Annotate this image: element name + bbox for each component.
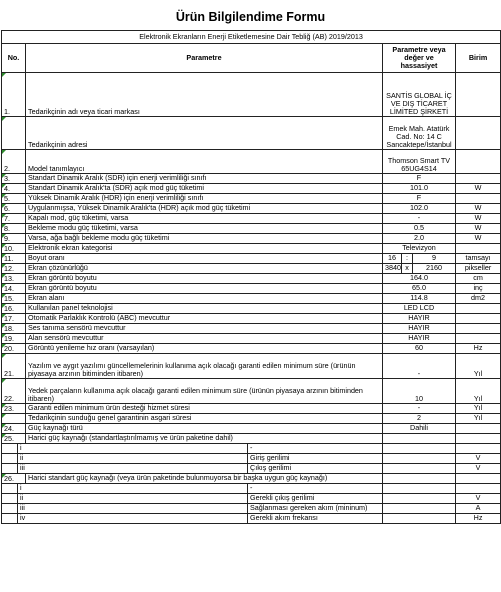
table-row — [2, 434, 501, 444]
row-parameter: Yazılım ve aygıt yazılımı güncellemelerinin kullanıma açık olacağı garanti edilen minimum süre (ürünün piyasaya arzının bitiminden itibaren) — [26, 354, 383, 379]
sub-row — [2, 454, 501, 464]
table-row — [2, 424, 501, 434]
table-row — [2, 214, 501, 224]
sub-row-value — [383, 504, 456, 514]
table-row — [2, 284, 501, 294]
sub-row-value — [383, 494, 456, 504]
table-row — [2, 344, 501, 354]
sub-row-unit — [456, 444, 501, 454]
row-value: 2.0 — [383, 234, 456, 244]
row-number: 18. — [2, 324, 26, 334]
row-value: 101.0 — [383, 184, 456, 194]
row-value: Emek Mah. Atatürk Cad. No: 14 C Sancaktepe/İstanbul — [383, 117, 456, 150]
row-value: Dahili — [383, 424, 456, 434]
row-unit — [456, 314, 501, 324]
row-number: 20. — [2, 344, 26, 354]
row-parameter: Elektronik ekran kategorisi — [26, 244, 383, 254]
sub-row-roman: i — [18, 484, 248, 494]
row-number: 25. — [2, 434, 26, 444]
row-number: 1. — [2, 73, 26, 117]
row-unit: Yıl — [456, 379, 501, 404]
table-row — [2, 414, 501, 424]
row-parameter: Model tanımlayıcı — [26, 150, 383, 174]
sub-row-value — [383, 444, 456, 454]
row-parameter: Kapalı mod, güç tüketimi, varsa — [26, 214, 383, 224]
row-value — [383, 434, 456, 444]
row-number: 19. — [2, 334, 26, 344]
row-unit — [456, 474, 501, 484]
row-unit — [456, 194, 501, 204]
table-row — [2, 274, 501, 284]
row-value: 65.0 — [383, 284, 456, 294]
sub-row — [2, 444, 501, 454]
row-value — [383, 474, 456, 484]
row-value: F — [383, 194, 456, 204]
sub-row-unit: V — [456, 464, 501, 474]
table-row — [2, 304, 501, 314]
header-value: Parametre veya değer ve hassasiyet — [383, 44, 456, 73]
table-row — [2, 224, 501, 234]
row-number: 2. — [2, 150, 26, 174]
row-parameter: Garanti edilen minimum ürün desteği hizmet süresi — [26, 404, 383, 414]
sub-row-roman: iii — [18, 464, 248, 474]
table-row — [2, 354, 501, 379]
sub-row — [2, 514, 501, 524]
row-number: 12. — [2, 264, 26, 274]
row-unit — [456, 304, 501, 314]
row-parameter: Harici standart güç kaynağı (veya ürün paketinde bulunmuyorsa bir başka uygun güç kaynağı) — [26, 474, 383, 484]
row-parameter: Ekran alanı — [26, 294, 383, 304]
row-value-part-2: 9 — [413, 254, 456, 264]
table-row — [2, 379, 501, 404]
row-unit — [456, 174, 501, 184]
row-unit: pikseller — [456, 264, 501, 274]
row-unit: W — [456, 184, 501, 194]
row-number: 26. — [2, 474, 26, 484]
header-unit: Birim — [456, 44, 501, 73]
sub-row-spacer — [2, 494, 18, 504]
sub-row-label: Giriş gerilimi — [248, 454, 383, 464]
row-number: 16. — [2, 304, 26, 314]
row-number: 7. — [2, 214, 26, 224]
row-parameter: Harici güç kaynağı (standartlaştırılmamış ve ürün paketine dahil) — [26, 434, 383, 444]
row-number: 3. — [2, 174, 26, 184]
sub-row-value — [383, 454, 456, 464]
row-unit: Hz — [456, 344, 501, 354]
table-row — [2, 184, 501, 194]
table-row — [2, 474, 501, 484]
row-value-separator: x — [402, 264, 413, 274]
row-value-part-2: 2160 — [413, 264, 456, 274]
row-number: 17. — [2, 314, 26, 324]
row-unit: Yıl — [456, 414, 501, 424]
sub-row-unit: A — [456, 504, 501, 514]
table-row — [2, 73, 501, 117]
table-row — [2, 264, 501, 274]
row-value: HAYIR — [383, 334, 456, 344]
sub-row — [2, 494, 501, 504]
row-number: 15. — [2, 294, 26, 304]
sub-row-value — [383, 514, 456, 524]
row-unit — [456, 434, 501, 444]
row-value: Thomson Smart TV 65UG4S14 — [383, 150, 456, 174]
sub-row — [2, 484, 501, 494]
row-unit: dm2 — [456, 294, 501, 304]
row-unit — [456, 424, 501, 434]
row-number: 22. — [2, 379, 26, 404]
header-no: No. — [2, 44, 26, 73]
header-param: Parametre — [26, 44, 383, 73]
sub-row-spacer — [2, 514, 18, 524]
row-unit — [456, 324, 501, 334]
row-parameter: Görüntü yenileme hız oranı (varsayılan) — [26, 344, 383, 354]
row-value: 2 — [383, 414, 456, 424]
sub-row-spacer — [2, 454, 18, 464]
row-parameter: Tedarikçinin adı veya ticari markası — [26, 73, 383, 117]
row-parameter: Boyut oranı — [26, 254, 383, 264]
sub-row — [2, 504, 501, 514]
row-parameter: Yüksek Dinamik Aralık (HDR) için enerji verimliliği sınıfı — [26, 194, 383, 204]
form-title: Ürün Bilgilendime Formu — [175, 10, 326, 24]
row-number: 21. — [2, 354, 26, 379]
row-value: - — [383, 354, 456, 379]
sub-row-spacer — [2, 504, 18, 514]
row-value: - — [383, 214, 456, 224]
table-row — [2, 334, 501, 344]
row-number — [2, 117, 26, 150]
row-value: 0.5 — [383, 224, 456, 234]
sub-row-roman: ii — [18, 494, 248, 504]
row-parameter: Ekran görüntü boyutu — [26, 284, 383, 294]
row-unit: Yıl — [456, 404, 501, 414]
row-unit — [456, 244, 501, 254]
table-row — [2, 204, 501, 214]
row-parameter: Güç kaynağı türü — [26, 424, 383, 434]
row-unit: Yıl — [456, 354, 501, 379]
table-row — [2, 404, 501, 414]
row-parameter: Tedarikçinin sunduğu genel garantinin asgari süresi — [26, 414, 383, 424]
sub-row-spacer — [2, 464, 18, 474]
row-number: 11. — [2, 254, 26, 264]
row-value: - — [383, 404, 456, 414]
row-parameter: Ekran çözünürlüğü — [26, 264, 383, 274]
sub-row-spacer — [2, 444, 18, 454]
row-number: 14. — [2, 284, 26, 294]
table-row — [2, 324, 501, 334]
sub-row-value — [383, 464, 456, 474]
table-row — [2, 150, 501, 174]
product-info-table — [1, 30, 501, 524]
row-parameter: Ses tanıma sensörü mevcuttur — [26, 324, 383, 334]
row-value: 102.0 — [383, 204, 456, 214]
row-value: 164.0 — [383, 274, 456, 284]
row-number: 5. — [2, 194, 26, 204]
table-row — [2, 244, 501, 254]
row-unit: cm — [456, 274, 501, 284]
row-value: 114.8 — [383, 294, 456, 304]
regulation-title: Elektronik Ekranların Enerji Etiketlemesine Dair Tebliğ (AB) 2019/2013 — [2, 31, 501, 44]
row-parameter: Ekran görüntü boyutu — [26, 274, 383, 284]
row-number: 13. — [2, 274, 26, 284]
sub-row-label: Gerekli çıkış gerilimi — [248, 494, 383, 504]
regulation-row — [2, 31, 501, 44]
row-value: 60 — [383, 344, 456, 354]
row-parameter: Bekleme modu güç tüketimi, varsa — [26, 224, 383, 234]
row-number: 10. — [2, 244, 26, 254]
sub-row-unit: V — [456, 494, 501, 504]
sub-row-unit — [456, 484, 501, 494]
sub-row-label: Çıkış gerilimi — [248, 464, 383, 474]
row-value: Televizyon — [383, 244, 456, 254]
sub-row-label: - — [248, 444, 383, 454]
sub-row-roman: iii — [18, 504, 248, 514]
row-parameter: Otomatik Parlaklık Kontrolü (ABC) mevcuttur — [26, 314, 383, 324]
row-unit: W — [456, 234, 501, 244]
row-unit: W — [456, 214, 501, 224]
sub-row-unit: V — [456, 454, 501, 464]
row-unit — [456, 117, 501, 150]
row-value: LED LCD — [383, 304, 456, 314]
sub-row-roman: i — [18, 444, 248, 454]
row-parameter: Standart Dinamik Aralık (SDR) için enerji verimliliği sınıfı — [26, 174, 383, 184]
row-value-part-1: 16 — [383, 254, 402, 264]
row-parameter: Alan sensörü mevcuttur — [26, 334, 383, 344]
row-parameter: Tedarikçinin adresi — [26, 117, 383, 150]
row-value: HAYIR — [383, 324, 456, 334]
row-value: F — [383, 174, 456, 184]
row-parameter: Kullanılan panel teknolojisi — [26, 304, 383, 314]
row-number: 9. — [2, 234, 26, 244]
row-value: HAYIR — [383, 314, 456, 324]
sub-row-spacer — [2, 484, 18, 494]
sub-row-roman: iv — [18, 514, 248, 524]
sub-row-value — [383, 484, 456, 494]
row-number: 4. — [2, 184, 26, 194]
sub-row-roman: ii — [18, 454, 248, 464]
row-unit: W — [456, 204, 501, 214]
row-unit: tamsayı — [456, 254, 501, 264]
row-number: 6. — [2, 204, 26, 214]
row-parameter: Standart Dinamik Aralık'ta (SDR) açık mod güç tüketimi — [26, 184, 383, 194]
table-row — [2, 174, 501, 184]
table-row — [2, 117, 501, 150]
sub-row-unit: Hz — [456, 514, 501, 524]
sub-row-label: Gerekli akım frekansı — [248, 514, 383, 524]
row-unit: inç — [456, 284, 501, 294]
table-row — [2, 294, 501, 304]
row-unit — [456, 150, 501, 174]
sub-row — [2, 464, 501, 474]
row-number — [2, 414, 26, 424]
table-row — [2, 254, 501, 264]
row-unit: W — [456, 224, 501, 234]
row-value-separator: : — [402, 254, 413, 264]
header-row — [2, 44, 501, 73]
row-number: 24. — [2, 424, 26, 434]
table-row — [2, 314, 501, 324]
table-row — [2, 194, 501, 204]
row-parameter: Yedek parçaların kullanıma açık olacağı garanti edilen minimum süre (ürünün piyasaya arzının bitiminden itibaren) — [26, 379, 383, 404]
sub-row-label: Sağlanması gereken akım (mininum) — [248, 504, 383, 514]
row-value: 10 — [383, 379, 456, 404]
row-unit — [456, 334, 501, 344]
row-value: SANTİS GLOBAL İÇ VE DIŞ TİCARET LİMİTED ŞİRKETİ — [383, 73, 456, 117]
row-number: 23. — [2, 404, 26, 414]
row-unit — [456, 73, 501, 117]
row-parameter: Varsa, ağa bağlı bekleme modu güç tüketimi — [26, 234, 383, 244]
row-number: 8. — [2, 224, 26, 234]
table-row — [2, 234, 501, 244]
row-parameter: Uygulanmışsa, Yüksek Dinamik Aralık'ta (HDR) açık mod güç tüketimi — [26, 204, 383, 214]
sub-row-label: - — [248, 484, 383, 494]
row-value-part-1: 3840 — [383, 264, 402, 274]
